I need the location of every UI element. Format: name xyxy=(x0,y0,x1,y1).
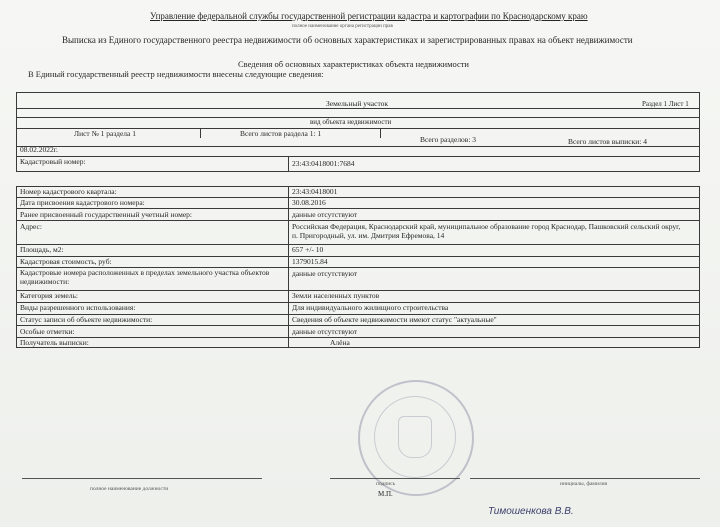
row-label: Номер кадастрового квартала: xyxy=(20,187,117,196)
object-name: Земельный участок xyxy=(326,99,389,108)
cadastral-number-value: 23:43:0418001:7684 xyxy=(292,159,355,168)
row-label: Статус записи об объекте недвижимости: xyxy=(20,315,153,324)
name-caption: инициалы, фамилия xyxy=(560,481,608,487)
row-value: Алёна xyxy=(330,338,350,347)
section-label: Раздел 1 Лист 1 xyxy=(642,100,689,108)
row-value: данные отсутствуют xyxy=(292,269,358,278)
sheet-number: Лист № 1 раздела 1 xyxy=(74,129,136,138)
row-label: Кадастровая стоимость, руб: xyxy=(20,257,112,266)
stamp-label: М.П. xyxy=(378,490,393,498)
position-caption: полное наименование должности xyxy=(90,486,169,492)
row-value: данные отсутствуют xyxy=(292,210,358,219)
row-label: Категория земель: xyxy=(20,291,78,300)
total-sheets-section: Всего листов раздела 1: 1 xyxy=(240,129,322,138)
row-label: Получатель выписки: xyxy=(20,338,89,347)
extract-title: Выписка из Единого государственного реестра недвижимости об основных характеристиках и зарегистрированных правах на объект недвижимости xyxy=(62,35,633,45)
info-title: Сведения об основных характеристиках объекта недвижимости xyxy=(238,59,469,69)
row-value: 657 +/- 10 xyxy=(292,245,324,254)
row-value: Российская Федерация, Краснодарский край, муниципальное образование город Краснодар, Пашковский сельский округ, п. Пригородный, ул. им. Дмитрия Ефремова, 14 xyxy=(292,222,681,240)
signature-caption: подпись xyxy=(376,481,396,487)
total-sections: Всего разделов: 3 xyxy=(420,135,477,144)
row-label: Кадастровые номера расположенных в пределах земельного участка объектов недвижимости: xyxy=(20,268,270,286)
row-value: 1379015.84 xyxy=(292,257,328,266)
row-value: Для индивидуального жилищного строительства xyxy=(292,303,449,312)
row-value: 23:43:0418001 xyxy=(292,187,338,196)
row-label: Виды разрешенного использования: xyxy=(20,303,136,312)
cadastral-number-label: Кадастровый номер: xyxy=(20,157,86,166)
signature-text: Тимошенкова В.В. xyxy=(488,506,574,517)
row-label: Площадь, м2: xyxy=(20,245,64,254)
row-value: 30.08.2016 xyxy=(292,198,326,207)
row-value: Сведения об объекте недвижимости имеют статус "актуальные" xyxy=(292,315,497,324)
authority-name: Управление федеральной службы государственной регистрации кадастра и картографии по Краснодарскому краю xyxy=(150,11,588,21)
row-value: данные отсутствуют xyxy=(292,327,358,336)
row-label: Ранее присвоенный государственный учетный номер: xyxy=(20,210,192,219)
authority-caption: полное наименование органа регистрации прав xyxy=(292,24,393,29)
entered-text: В Единый государственный реестр недвижимости внесены следующие сведения: xyxy=(28,69,324,79)
row-label: Дата присвоения кадастрового номера: xyxy=(20,198,145,207)
row-label: Особые отметки: xyxy=(20,327,75,336)
extract-date: 08.02.2022г. xyxy=(20,145,58,154)
object-type-caption: вид объекта недвижимости xyxy=(310,118,392,126)
row-label: Адрес: xyxy=(20,222,42,231)
total-sheets-extract: Всего листов выписки: 4 xyxy=(568,137,647,146)
row-value: Земли населенных пунктов xyxy=(292,291,380,300)
